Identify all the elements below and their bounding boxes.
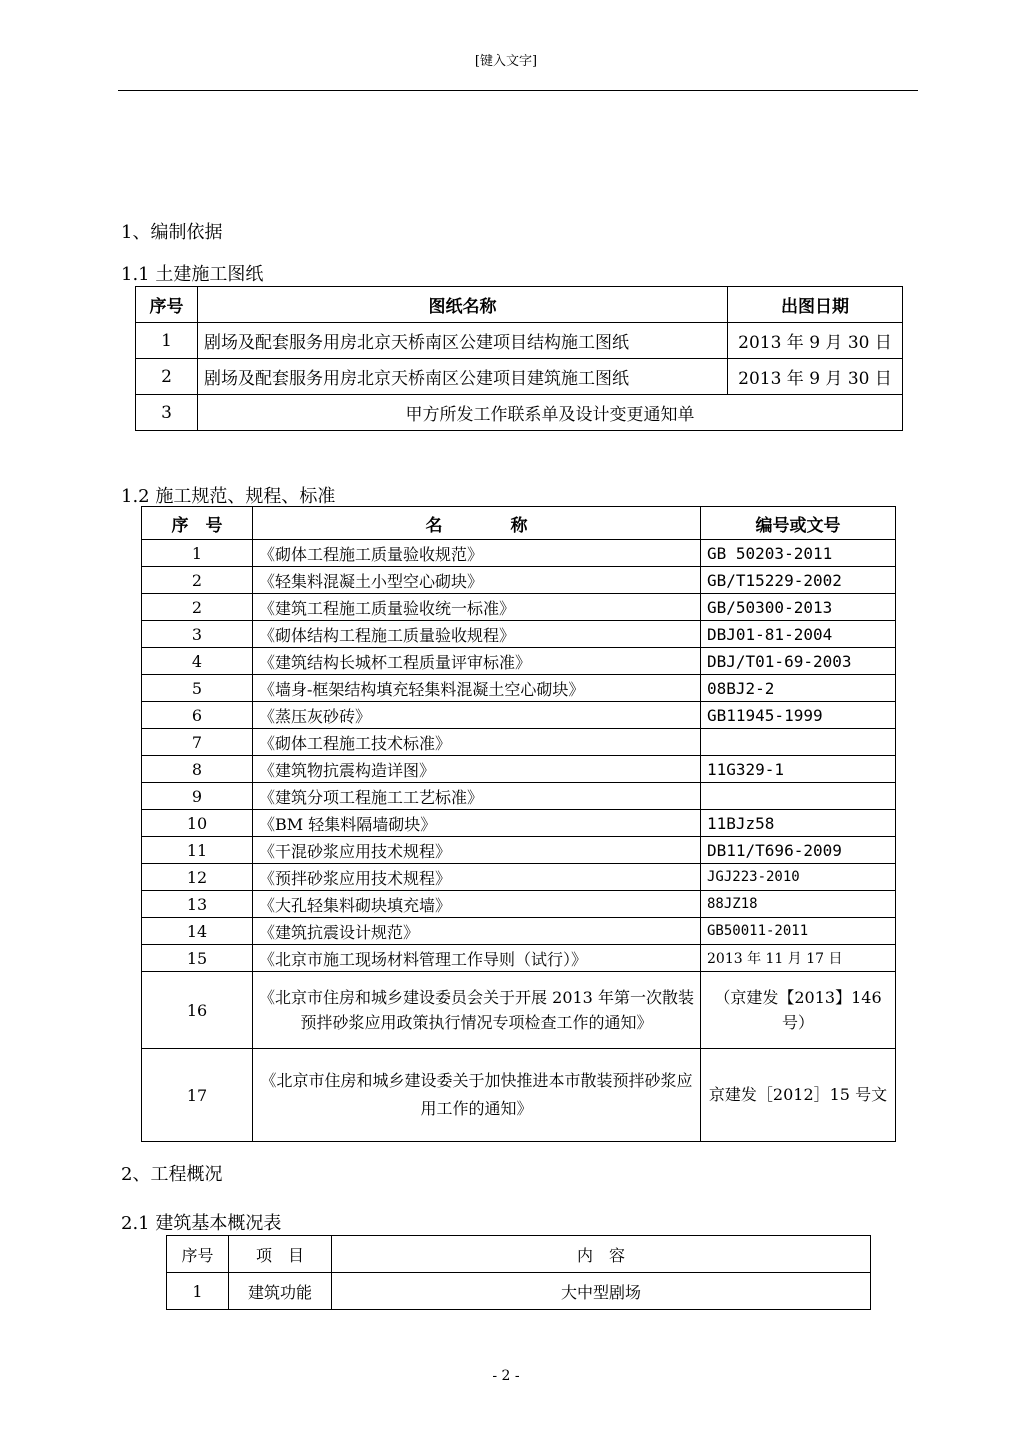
table-cell: 《蒸压灰砂砖》 — [253, 702, 701, 729]
table-cell — [701, 729, 896, 756]
table-row — [142, 621, 896, 648]
table-cell: 8 — [142, 756, 253, 783]
table-cell: 《建筑结构长城杯工程质量评审标准》 — [253, 648, 701, 675]
table-cell: 《建筑物抗震构造详图》 — [253, 756, 701, 783]
table-cell: 2013 年 11 月 17 日 — [701, 945, 896, 972]
column-header: 项 目 — [229, 1236, 332, 1273]
table-row — [142, 702, 896, 729]
table-cell: 1 — [167, 1273, 229, 1310]
table-cell: 《大孔轻集料砌块填充墙》 — [253, 891, 701, 918]
table-row — [142, 729, 896, 756]
table-cell: 12 — [142, 864, 253, 891]
table-cell: GB50011-2011 — [701, 918, 896, 945]
table-cell: 17 — [142, 1049, 253, 1142]
table-row — [142, 864, 896, 891]
table-header-row — [167, 1236, 871, 1273]
table-cell: 1 — [136, 323, 198, 359]
table-row — [142, 675, 896, 702]
section-2-title: 2、工程概况 — [121, 1164, 223, 1185]
table-row — [142, 756, 896, 783]
table-cell: 5 — [142, 675, 253, 702]
table-cell: 10 — [142, 810, 253, 837]
table-cell: 7 — [142, 729, 253, 756]
table-cell: 《北京市住房和城乡建设委关于加快推进本市散装预拌砂浆应用工作的通知》 — [253, 1049, 701, 1142]
table-row — [142, 783, 896, 810]
page-number: - 2 - — [492, 1368, 520, 1384]
section-1-1-title: 1.1 土建施工图纸 — [121, 264, 264, 285]
column-header: 序号 — [167, 1236, 229, 1273]
table-cell: 11 — [142, 837, 253, 864]
table-row — [142, 891, 896, 918]
table-header-row — [142, 507, 896, 540]
standards-table — [141, 506, 896, 1142]
table-cell: 建筑功能 — [229, 1273, 332, 1310]
table-row — [142, 918, 896, 945]
page-header: [键入文字] — [474, 54, 538, 69]
table-row — [142, 810, 896, 837]
column-header: 图纸名称 — [198, 287, 728, 323]
table-row — [142, 837, 896, 864]
table-cell: 《建筑抗震设计规范》 — [253, 918, 701, 945]
table-cell: 剧场及配套服务用房北京天桥南区公建项目结构施工图纸 — [198, 323, 728, 359]
table-cell: 甲方所发工作联系单及设计变更通知单 — [198, 395, 903, 431]
table-cell: 2 — [142, 567, 253, 594]
table-row — [142, 648, 896, 675]
table-cell: 《砌体工程施工技术标准》 — [253, 729, 701, 756]
table-cell: 16 — [142, 972, 253, 1049]
table-cell: 2 — [136, 359, 198, 395]
table-row — [142, 972, 896, 1049]
table-cell: 《砌体结构工程施工质量验收规程》 — [253, 621, 701, 648]
table-cell: 14 — [142, 918, 253, 945]
table-cell: DB11/T696-2009 — [701, 837, 896, 864]
table-cell: 京建发［2012］15 号文 — [701, 1049, 896, 1142]
table-cell: 《干混砂浆应用技术规程》 — [253, 837, 701, 864]
table-cell: 08BJ2-2 — [701, 675, 896, 702]
table-cell: 《BM 轻集料隔墙砌块》 — [253, 810, 701, 837]
table-cell: 《北京市住房和城乡建设委员会关于开展 2013 年第一次散装预拌砂浆应用政策执行情况专项检查工作的通知》 — [253, 972, 701, 1049]
table-row — [142, 945, 896, 972]
table-cell: 大中型剧场 — [332, 1273, 871, 1310]
table-cell: 3 — [136, 395, 198, 431]
table-cell: 《砌体工程施工质量验收规范》 — [253, 540, 701, 567]
table-cell: 9 — [142, 783, 253, 810]
table-cell: 15 — [142, 945, 253, 972]
table-cell: JGJ223-2010 — [701, 864, 896, 891]
table-cell: DBJ01-81-2004 — [701, 621, 896, 648]
table-cell: 2013 年 9 月 30 日 — [728, 359, 903, 395]
table-row — [142, 540, 896, 567]
table-cell: 2 — [142, 594, 253, 621]
table-row — [142, 1049, 896, 1142]
table-cell: 《轻集料混凝土小型空心砌块》 — [253, 567, 701, 594]
column-header: 序号 — [136, 287, 198, 323]
table-cell: GB/50300-2013 — [701, 594, 896, 621]
table-cell: 4 — [142, 648, 253, 675]
table-cell: 13 — [142, 891, 253, 918]
table-cell: 剧场及配套服务用房北京天桥南区公建项目建筑施工图纸 — [198, 359, 728, 395]
table-cell: 3 — [142, 621, 253, 648]
table-cell: GB 50203-2011 — [701, 540, 896, 567]
table-cell: GB11945-1999 — [701, 702, 896, 729]
drawings-table — [135, 286, 903, 431]
table-cell: 2013 年 9 月 30 日 — [728, 323, 903, 359]
table-header-row — [136, 287, 903, 323]
table-cell: 《墙身-框架结构填充轻集料混凝土空心砌块》 — [253, 675, 701, 702]
table-cell: DBJ/T01-69-2003 — [701, 648, 896, 675]
table-cell: 88JZ18 — [701, 891, 896, 918]
section-2-1-title: 2.1 建筑基本概况表 — [121, 1213, 282, 1234]
column-header: 内 容 — [332, 1236, 871, 1273]
table-row — [167, 1273, 871, 1310]
building-overview-table — [166, 1235, 871, 1310]
table-cell — [701, 783, 896, 810]
table-cell: 6 — [142, 702, 253, 729]
table-cell: GB/T15229-2002 — [701, 567, 896, 594]
column-header: 出图日期 — [728, 287, 903, 323]
table-cell: 11BJz58 — [701, 810, 896, 837]
header-rule — [118, 90, 918, 91]
section-1-2-title: 1.2 施工规范、规程、标准 — [121, 486, 336, 507]
table-cell: 《建筑工程施工质量验收统一标准》 — [253, 594, 701, 621]
section-1-title: 1、编制依据 — [121, 222, 223, 243]
table-cell: （京建发【2013】146 号） — [701, 972, 896, 1049]
table-cell: 《预拌砂浆应用技术规程》 — [253, 864, 701, 891]
table-cell: 1 — [142, 540, 253, 567]
column-header: 编号或文号 — [701, 507, 896, 540]
table-row — [136, 359, 903, 395]
column-header: 序 号 — [142, 507, 253, 540]
table-cell: 11G329-1 — [701, 756, 896, 783]
table-row — [142, 567, 896, 594]
table-cell: 《建筑分项工程施工工艺标准》 — [253, 783, 701, 810]
table-row — [136, 323, 903, 359]
table-row — [142, 594, 896, 621]
table-row — [136, 395, 903, 431]
table-cell: 《北京市施工现场材料管理工作导则（试行）》 — [253, 945, 701, 972]
column-header: 名 称 — [253, 507, 701, 540]
